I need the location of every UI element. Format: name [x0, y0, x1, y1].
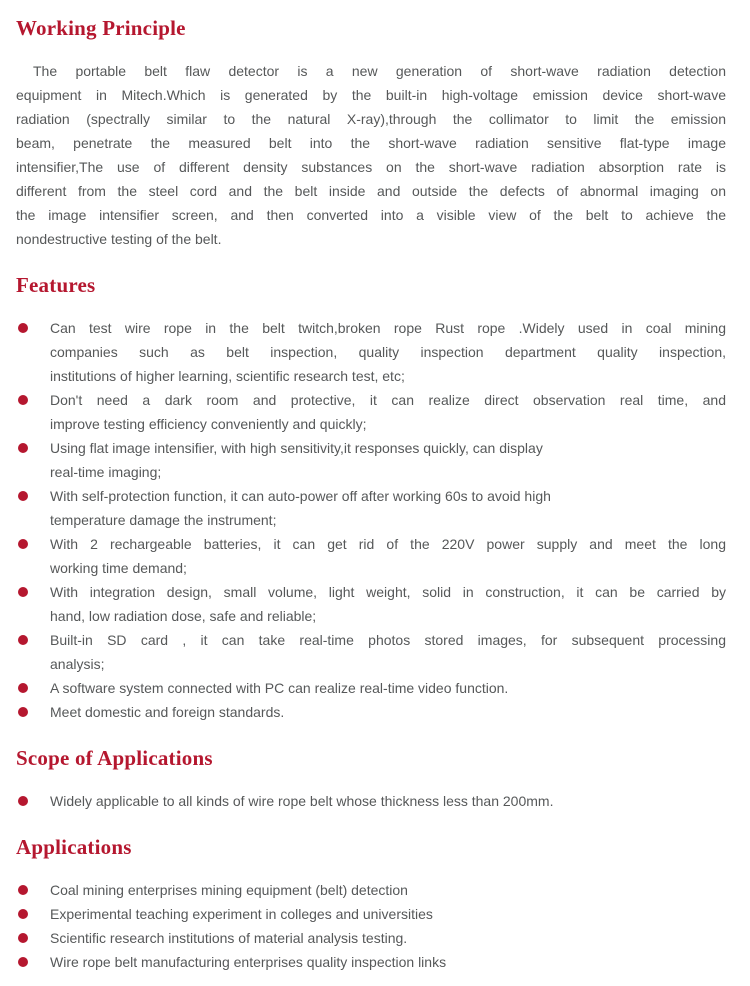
bullet-icon — [18, 707, 28, 717]
text-line: Don't need a dark room and protective, it can realize direct observation real time, and — [50, 392, 726, 408]
text-line: Coal mining enterprises mining equipment (belt) detection — [50, 882, 408, 898]
bullet-list — [16, 878, 726, 974]
list-item — [16, 436, 726, 484]
section-heading-applications: Applications — [16, 835, 132, 859]
list-item — [16, 484, 726, 532]
bullet-list — [16, 316, 726, 724]
list-item — [16, 676, 726, 700]
text-line: Built-in SD card , it can take real-time photos stored images, for subsequent processing — [50, 632, 726, 648]
list-item — [16, 926, 726, 950]
list-item-text — [50, 316, 726, 388]
bullet-list — [16, 789, 726, 813]
text-line: Using flat image intensifier, with high sensitivity,it responses quickly, can display — [50, 440, 543, 456]
bullet-icon — [18, 796, 28, 806]
list-item-text — [50, 580, 726, 628]
text-line: equipment in Mitech.Which is generated by the built-in high-voltage emission device short-wave — [16, 87, 726, 103]
bullet-icon — [18, 539, 28, 549]
bullet-icon — [18, 957, 28, 967]
text-line: Can test wire rope in the belt twitch,broken rope Rust rope .Widely used in coal mining — [50, 320, 726, 336]
list-item — [16, 628, 726, 676]
list-item-text — [50, 700, 726, 724]
text-line: hand, low radiation dose, safe and reliable; — [50, 608, 317, 624]
list-item — [16, 532, 726, 580]
text-line: With integration design, small volume, light weight, solid in construction, it can be carried by — [50, 584, 726, 600]
list-item-text — [50, 388, 726, 436]
text-line: analysis; — [50, 656, 105, 672]
text-line: nondestructive testing of the belt. — [16, 231, 222, 247]
text-line: working time demand; — [50, 560, 187, 576]
bullet-icon — [18, 491, 28, 501]
list-item — [16, 388, 726, 436]
bullet-icon — [18, 683, 28, 693]
list-item — [16, 950, 726, 974]
text-line: radiation (spectrally similar to the natural X-ray),through the collimator to limit the emission — [16, 111, 726, 127]
bullet-icon — [18, 323, 28, 333]
text-line: With self-protection function, it can auto-power off after working 60s to avoid high — [50, 488, 551, 504]
bullet-icon — [18, 635, 28, 645]
text-line: A software system connected with PC can realize real-time video function. — [50, 680, 509, 696]
text-line: institutions of higher learning, scientific research test, etc; — [50, 368, 405, 384]
body-paragraph — [16, 59, 726, 251]
section-heading-features: Features — [16, 273, 96, 297]
bullet-icon — [18, 909, 28, 919]
text-line: Widely applicable to all kinds of wire rope belt whose thickness less than 200mm. — [50, 793, 554, 809]
list-item-text — [50, 926, 726, 950]
bullet-icon — [18, 443, 28, 453]
list-item — [16, 580, 726, 628]
list-item-text — [50, 789, 726, 813]
list-item-text — [50, 628, 726, 676]
bullet-icon — [18, 933, 28, 943]
list-item-text — [50, 532, 726, 580]
text-line: intensifier,The use of different density substances on the short-wave radiation absorption rate is — [16, 159, 726, 175]
list-item-text — [50, 902, 726, 926]
list-item-text — [50, 950, 726, 974]
list-item-text — [50, 676, 726, 700]
text-line: companies such as belt inspection, quality inspection department quality inspection, — [50, 344, 726, 360]
list-item — [16, 878, 726, 902]
bullet-icon — [18, 395, 28, 405]
text-line: temperature damage the instrument; — [50, 512, 277, 528]
text-line: improve testing efficiency conveniently and quickly; — [50, 416, 367, 432]
bullet-icon — [18, 885, 28, 895]
list-item — [16, 316, 726, 388]
text-line: Wire rope belt manufacturing enterprises quality inspection links — [50, 954, 447, 970]
text-line: With 2 rechargeable batteries, it can get rid of the 220V power supply and meet the long — [50, 536, 726, 552]
list-item — [16, 789, 726, 813]
bullet-icon — [18, 587, 28, 597]
list-item — [16, 902, 726, 926]
text-line: The portable belt flaw detector is a new generation of short-wave radiation detection — [33, 63, 726, 79]
text-line: Meet domestic and foreign standards. — [50, 704, 285, 720]
section-heading-scope-of-applications: Scope of Applications — [16, 746, 213, 770]
text-line: beam, penetrate the measured belt into the short-wave radiation sensitive flat-type image — [16, 135, 726, 151]
section-heading-working-principle: Working Principle — [16, 16, 186, 40]
text-line: Experimental teaching experiment in colleges and universities — [50, 906, 433, 922]
list-item-text — [50, 878, 726, 902]
text-line: Scientific research institutions of material analysis testing. — [50, 930, 408, 946]
text-line: real-time imaging; — [50, 464, 162, 480]
text-line: different from the steel cord and the belt inside and outside the defects of abnormal imaging on — [16, 183, 726, 199]
text-line: the image intensifier screen, and then converted into a visible view of the belt to achieve the — [16, 207, 726, 223]
list-item — [16, 700, 726, 724]
list-item-text — [50, 436, 726, 484]
list-item-text — [50, 484, 726, 532]
